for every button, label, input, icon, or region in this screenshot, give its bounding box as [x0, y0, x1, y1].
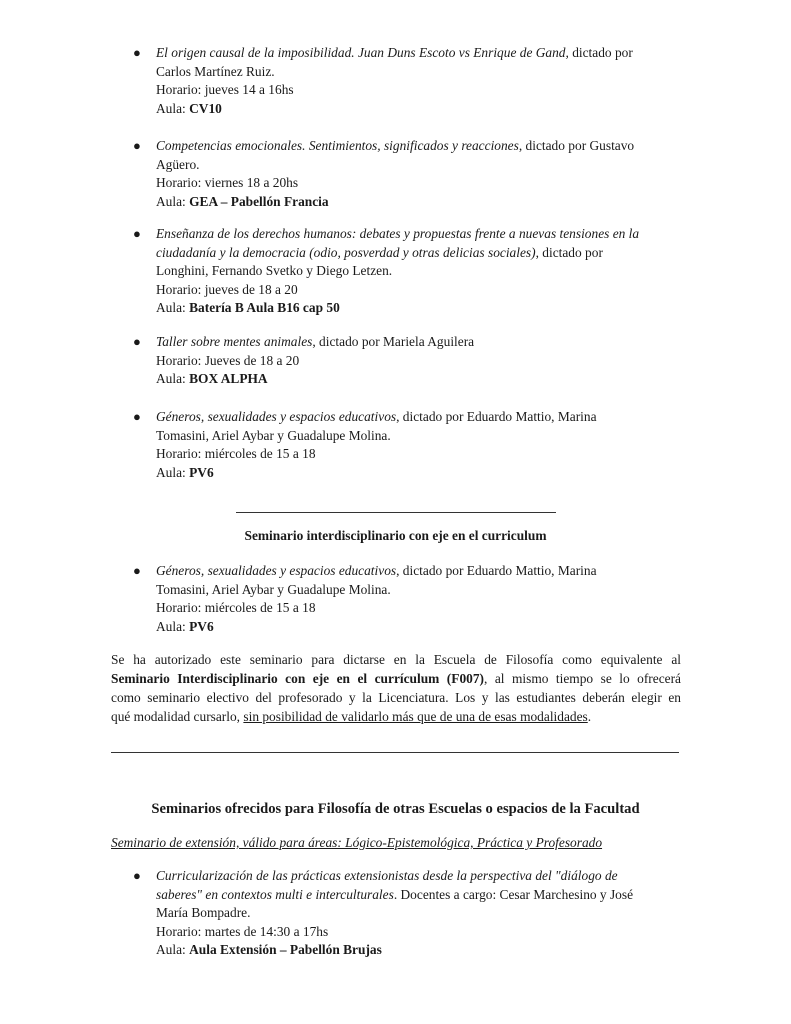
room-value: PV6: [189, 464, 214, 480]
course-title: Curricularización de las prácticas extensionistas desde la perspectiva del "diálogo de: [156, 868, 618, 883]
room-label: Aula:: [156, 618, 190, 634]
seminar-code: Seminario Interdisciplinario con eje en el currículum (F007): [111, 671, 484, 686]
bullet-icon: ●: [133, 563, 141, 578]
room-label: Aula:: [156, 193, 190, 209]
paragraph-line: Se ha autorizado este seminario para dictarse en la Escuela de Filosofía como equivalente al: [111, 652, 681, 667]
course-title: Géneros, sexualidades y espacios educativos: [156, 409, 397, 424]
room-label: Aula:: [156, 371, 190, 387]
course-teacher-cont: Tomasini, Ariel Aybar y Guadalupe Molina.: [156, 581, 391, 597]
course-item: [133, 137, 696, 211]
course-schedule: Horario: viernes 18 a 20hs: [156, 175, 299, 191]
bullet-icon: ●: [133, 334, 141, 349]
course-schedule: Horario: jueves de 18 a 20: [156, 281, 298, 297]
course-teacher-cont: Longhini, Fernando Svetko y Diego Letzen.: [156, 263, 393, 279]
course-item: [133, 867, 696, 960]
course-title: Enseñanza de los derechos humanos: debates y propuestas frente a nuevas tensiones en la: [156, 226, 640, 241]
course-item: [133, 408, 696, 482]
course-item: [133, 225, 696, 318]
course-teacher: dictado por: [568, 45, 633, 60]
bullet-icon: ●: [133, 409, 141, 424]
room-label: Aula:: [156, 464, 190, 480]
course-item: [133, 562, 696, 636]
course-item: [133, 44, 696, 118]
course-schedule: Horario: miércoles de 15 a 18: [156, 600, 316, 616]
room-label: Aula:: [156, 942, 190, 958]
room-label: Aula:: [156, 300, 190, 316]
course-schedule: Horario: miércoles de 15 a 18: [156, 446, 316, 462]
section-title: Seminarios ofrecidos para Filosofía de otras Escuelas o espacios de la Facultad: [151, 801, 640, 817]
paragraph-line: qué modalidad cursarlo,: [111, 709, 244, 724]
interdisciplinary-heading: Seminario interdisciplinario con eje en el curriculum: [244, 528, 547, 543]
paragraph-line: , al mismo tiempo se lo ofrecerá: [484, 671, 681, 686]
bullet-icon: ●: [133, 45, 141, 60]
course-teacher-cont: María Bompadre.: [156, 905, 251, 921]
course-teacher: , dictado por Mariela Aguilera: [312, 334, 475, 349]
room-value: BOX ALPHA: [189, 371, 268, 387]
room-value: Aula Extensión – Pabellón Brujas: [189, 942, 382, 958]
course-teacher-cont: Agüero.: [156, 156, 200, 172]
room-value: Batería B Aula B16 cap 50: [189, 300, 340, 316]
course-title: Taller sobre mentes animales: [156, 334, 313, 349]
room-value: CV10: [189, 100, 222, 116]
section-divider: [111, 752, 679, 753]
extension-subtitle: Seminario de extensión, válido para áreas: Lógico-Epistemológica, Práctica y Profesorado: [111, 835, 603, 850]
validation-note: sin posibilidad de validarlo más que de una de esas modalidades: [243, 709, 588, 724]
period: .: [587, 709, 592, 724]
course-teacher: , dictado por Eduardo Mattio, Marina: [396, 409, 597, 424]
course-schedule: Horario: martes de 14:30 a 17hs: [156, 923, 329, 939]
bullet-icon: ●: [133, 138, 141, 153]
course-teacher: , dictado por Eduardo Mattio, Marina: [396, 563, 597, 578]
section-divider: [236, 512, 556, 513]
course-title: El origen causal de la imposibilidad. Juan Duns Escoto vs Enrique de Gand,: [156, 45, 569, 60]
course-schedule: Horario: jueves 14 a 16hs: [156, 82, 294, 98]
paragraph-line: como seminario electivo del profesorado y la Licenciatura. Los y las estudiantes deberán elegir en: [111, 690, 681, 705]
bullet-icon: ●: [133, 868, 141, 883]
course-teacher: . Docentes a cargo: Cesar Marchesino y José: [393, 886, 634, 902]
course-teacher: , dictado por Gustavo: [518, 138, 635, 153]
bullet-icon: ●: [133, 226, 141, 241]
room-value: GEA – Pabellón Francia: [189, 193, 329, 209]
course-schedule: Horario: Jueves de 18 a 20: [156, 352, 300, 368]
course-item: [133, 333, 696, 389]
equivalence-paragraph: [111, 650, 681, 726]
room-value: PV6: [189, 618, 214, 634]
course-teacher: , dictado por: [535, 244, 603, 260]
course-title-cont: saberes" en contextos multi e interculturales: [156, 886, 394, 902]
course-title: Géneros, sexualidades y espacios educativos: [156, 563, 397, 578]
room-label: Aula:: [156, 100, 190, 116]
course-teacher-cont: Carlos Martínez Ruiz.: [156, 63, 275, 79]
course-teacher-cont: Tomasini, Ariel Aybar y Guadalupe Molina.: [156, 427, 391, 443]
course-title-cont: ciudadanía y la democracia (odio, posverdad y otras delicias sociales): [156, 244, 536, 260]
course-title: Competencias emocionales. Sentimientos, significados y reacciones: [156, 138, 519, 153]
